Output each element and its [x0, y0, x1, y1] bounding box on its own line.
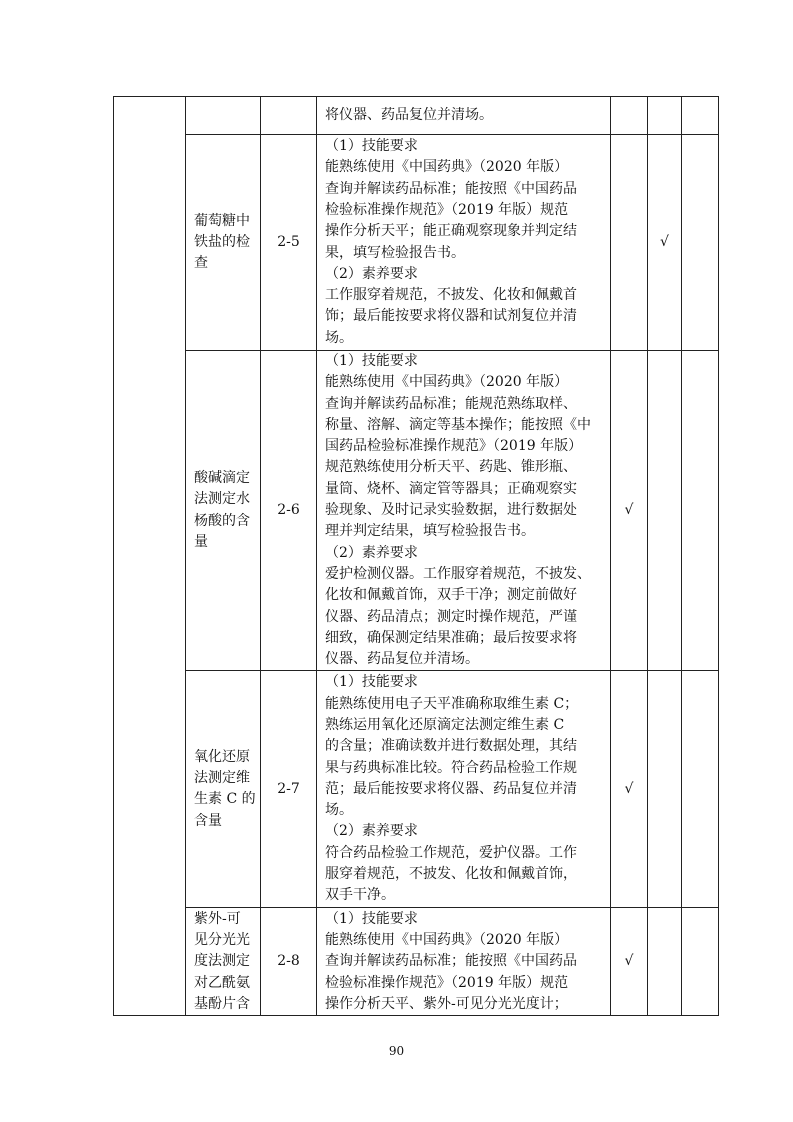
requirement-line: 查询并解读药品标准；能按照《中国药品 [325, 180, 577, 197]
requirement-line: 理并判定结果，填写检验报告书。 [325, 523, 535, 540]
requirement-line: 验现象、及时记录实验数据，进行数据处 [325, 502, 577, 519]
requirement-line: （1）技能要求 [325, 353, 418, 369]
requirements-cell [317, 351, 611, 671]
requirement-line: 果，填写检验报告书。 [325, 244, 465, 261]
requirements-table [113, 96, 719, 1016]
requirement-line: 仪器、药品清点；测定时操作规范，严谨 [325, 608, 577, 625]
requirement-line: 将仪器、药品复位并清场。 [325, 106, 493, 123]
requirement-line: 工作服穿着规范，不披发、化妆和佩戴首 [325, 287, 577, 304]
requirement-line: 双手干净。 [325, 887, 395, 904]
module-name-line: 法测定维 [194, 770, 250, 787]
module-code-cell: 2-8 [261, 908, 317, 1016]
module-name-line: 葡萄糖中 [194, 212, 250, 229]
module-name-cell [186, 351, 261, 671]
requirement-line: （1）技能要求 [325, 138, 418, 155]
table-row [114, 135, 719, 351]
module-name-line: 铁盐的检 [194, 233, 250, 250]
requirement-line: 国药品检验标准操作规范》（2019 年版） [325, 438, 583, 455]
category-cell [114, 97, 186, 1016]
table-row [114, 908, 719, 1016]
requirement-line: 范；最后能按要求将仪器、药品复位并清 [325, 780, 577, 797]
check-cell [682, 97, 719, 135]
module-name-line: 度法测定 [194, 953, 250, 970]
requirement-line: 规范熟练使用分析天平、药匙、锥形瓶、 [325, 459, 577, 476]
requirement-line: 量筒、烧杯、滴定管等器具；正确观察实 [325, 480, 577, 497]
check-cell [611, 97, 648, 135]
requirements-cell [317, 671, 611, 908]
requirement-line: 能熟练使用电子天平准确称取维生素 C； [325, 695, 579, 712]
requirement-line: 爱护检测仪器。工作服穿着规范，不披发、 [325, 565, 591, 582]
module-name-line: 基酚片含 [194, 995, 250, 1012]
requirement-line: 熟练运用氧化还原滴定法测定维生素 C [325, 716, 565, 733]
module-name-line: 法测定水 [194, 491, 250, 508]
check-cell [682, 671, 719, 908]
module-name-line: 对乙酰氨 [194, 974, 250, 991]
requirement-line: 果与药典标准比较。符合药品检验工作规 [325, 759, 577, 776]
check-cell [682, 135, 719, 351]
table-row [114, 97, 719, 135]
check-cell [648, 908, 682, 1016]
requirement-line: 能熟练使用《中国药典》（2020 年版） [325, 159, 569, 176]
requirement-line: （1）技能要求 [325, 674, 418, 691]
table-body [114, 97, 719, 1016]
module-name-cell [186, 135, 261, 351]
requirement-line: （2）素养要求 [325, 265, 418, 282]
requirements-cell [317, 908, 611, 1016]
page-number: 90 [388, 1044, 405, 1058]
module-name-line: 氧化还原 [194, 748, 250, 765]
check-cell: √ [611, 351, 648, 671]
module-name-line: 含量 [194, 812, 222, 829]
requirement-line: 的含量；准确读数并进行数据处理，其结 [325, 738, 577, 755]
requirement-line: 称量、溶解、滴定等基本操作；能按照《中 [325, 416, 591, 433]
requirement-line: 能熟练使用《中国药典》（2020 年版） [325, 374, 569, 391]
requirement-line: （2）素养要求 [325, 544, 418, 561]
check-cell [648, 351, 682, 671]
check-cell: √ [611, 671, 648, 908]
requirement-line: 服穿着规范，不披发、化妆和佩戴首饰， [325, 865, 577, 882]
module-code-cell: 2-6 [261, 351, 317, 671]
requirement-line: 饰；最后能按要求将仪器和试剂复位并清 [325, 308, 577, 325]
requirement-line: 查询并解读药品标准；能规范熟练取样、 [325, 395, 577, 412]
module-code-cell: 2-7 [261, 671, 317, 908]
requirement-line: 仪器、药品复位并清场。 [325, 651, 479, 668]
module-name-cell [186, 908, 261, 1016]
module-name-line: 酸碱滴定 [194, 470, 250, 487]
requirement-line: 场。 [325, 802, 353, 819]
requirements-cell [317, 97, 611, 135]
check-cell [682, 908, 719, 1016]
requirement-line: 检验标准操作规范》（2019 年版）规范 [325, 201, 569, 218]
module-name-line: 见分光光 [194, 932, 250, 948]
check-cell [648, 97, 682, 135]
table-row [114, 671, 719, 908]
check-cell [611, 135, 648, 351]
check-cell: √ [611, 908, 648, 1016]
module-name-line: 查 [194, 255, 208, 272]
module-name-cell [186, 671, 261, 908]
requirement-line: 细致，确保测定结果准确；最后按要求将 [325, 629, 577, 646]
requirement-line: 场。 [325, 329, 353, 346]
module-name-cell [186, 97, 261, 135]
requirement-line: 化妆和佩戴首饰，双手干净；测定前做好 [325, 587, 577, 604]
module-name-line: 量 [194, 534, 208, 551]
requirement-line: 操作分析天平；能正确观察现象并判定结 [325, 223, 577, 240]
requirement-line: （2）素养要求 [325, 823, 418, 840]
check-cell: √ [648, 135, 682, 351]
requirement-line: 能熟练使用《中国药典》（2020 年版） [325, 932, 569, 948]
requirements-cell [317, 135, 611, 351]
requirement-line: 符合药品检验工作规范，爱护仪器。工作 [325, 844, 577, 861]
module-name-line: 紫外-可 [194, 910, 241, 927]
check-cell [648, 671, 682, 908]
requirement-line: （1）技能要求 [325, 910, 418, 927]
check-cell [682, 351, 719, 671]
table-row [114, 351, 719, 671]
requirement-line: 操作分析天平、紫外-可见分光光度计； [325, 995, 568, 1012]
requirement-line: 查询并解读药品标准；能按照《中国药品 [325, 953, 577, 970]
module-name-line: 杨酸的含 [194, 512, 250, 529]
module-code-cell [261, 97, 317, 135]
module-code-cell: 2-5 [261, 135, 317, 351]
requirement-line: 检验标准操作规范》（2019 年版）规范 [325, 974, 569, 991]
module-name-line: 生素 C 的 [194, 791, 256, 808]
